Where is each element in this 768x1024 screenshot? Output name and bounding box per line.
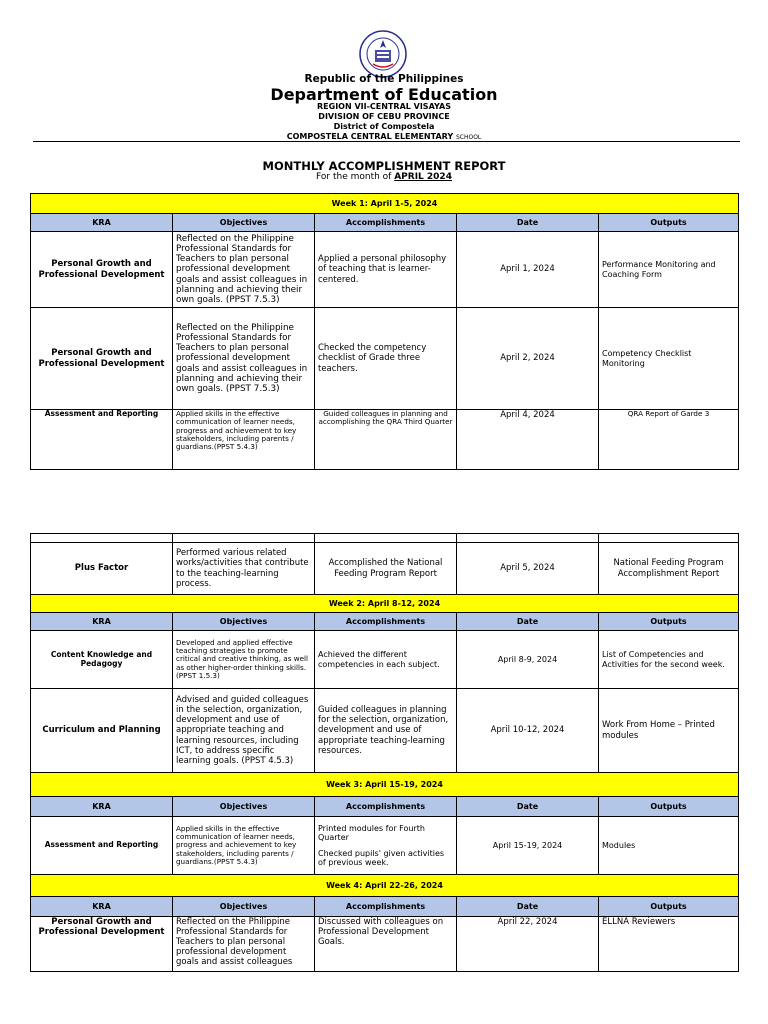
objectives-cell: Advised and guided colleagues in the selection, organization, development and use of appropriate teaching and learning resources, including ICT, to address specific learning goals. (PPST 4.5.3): [173, 689, 315, 773]
col-date: Date: [457, 613, 599, 631]
objectives-cell: Applied skills in the effective communication of learner needs, progress and achievement to key stakeholders, including parents / guardians.(PPST 5.4.3): [173, 817, 315, 875]
outputs-cell: Work From Home – Printed modules: [599, 689, 739, 773]
kra-cell: Assessment and Reporting: [31, 817, 173, 875]
col-accomplishments: Accomplishments: [315, 613, 457, 631]
col-date: Date: [457, 214, 599, 232]
week-3-header: [31, 773, 739, 797]
department-heading: Department of Education: [270, 85, 498, 104]
col-outputs: Outputs: [599, 797, 739, 817]
outputs-cell: List of Competencies and Activities for the second week.: [599, 631, 739, 689]
kra-cell: Content Knowledge and Pedagogy: [31, 631, 173, 689]
accomplishments-cell: Discussed with colleagues on Professional Development Goals.: [315, 917, 457, 972]
month-prefix: For the month of: [316, 172, 395, 182]
objectives-cell: Applied skills in the effective communication of learner needs, progress and achievement to key stakeholders, including parents / guardians.(PPST 5.4.3): [173, 410, 315, 470]
date-cell: April 5, 2024: [457, 543, 599, 595]
col-outputs: Outputs: [599, 897, 739, 917]
school-suffix: SCHOOL: [455, 134, 482, 141]
week-title: Week 3: April 15-19, 2024: [31, 773, 739, 797]
objectives-cell: Performed various related works/activities that contribute to the teaching-learning process.: [173, 543, 315, 595]
column-header-row: [31, 214, 739, 232]
accomplishments-cell: Guided colleagues in planning and accomplishing the QRA Third Quarter: [315, 410, 457, 470]
accomplishments-cell: Achieved the different competencies in each subject.: [315, 631, 457, 689]
outputs-cell: National Feeding Program Accomplishment Report: [599, 543, 739, 595]
deped-seal-icon: [359, 30, 407, 78]
district-heading: District of Compostela: [333, 122, 435, 131]
division-heading: DIVISION OF CEBU PROVINCE: [318, 112, 450, 121]
date-cell: April 2, 2024: [457, 308, 599, 410]
col-accomplishments: Accomplishments: [315, 214, 457, 232]
date-cell: April 4, 2024: [457, 410, 599, 470]
report-month: APRIL 2024: [394, 172, 452, 182]
kra-cell: Assessment and Reporting: [31, 410, 173, 470]
outputs-cell: Modules: [599, 817, 739, 875]
col-outputs: Outputs: [599, 214, 739, 232]
accomplishments-cell: [315, 817, 457, 875]
table-row: [31, 232, 739, 308]
col-objectives: Objectives: [173, 613, 315, 631]
empty-row: [31, 534, 739, 543]
date-cell: April 10-12, 2024: [457, 689, 599, 773]
objectives-cell: Reflected on the Philippine Professional Standards for Teachers to plan personal professional development goals and assist colleagues: [173, 917, 315, 972]
kra-cell: Personal Growth and Professional Development: [31, 308, 173, 410]
col-kra: KRA: [31, 613, 173, 631]
col-objectives: Objectives: [173, 797, 315, 817]
outputs-cell: Performance Monitoring and Coaching Form: [599, 232, 739, 308]
week-4-header: [31, 875, 739, 897]
col-objectives: Objectives: [173, 897, 315, 917]
col-date: Date: [457, 797, 599, 817]
report-table-part-1: [30, 193, 739, 470]
week-1-header: [31, 194, 739, 214]
table-row: [31, 410, 739, 470]
col-outputs: Outputs: [599, 613, 739, 631]
table-row: [31, 917, 739, 972]
report-month-line: [0, 172, 768, 182]
week-title: Week 4: April 22-26, 2024: [31, 875, 739, 897]
col-accomplishments: Accomplishments: [315, 897, 457, 917]
table-row: [31, 689, 739, 773]
outputs-cell: ELLNA Reviewers: [599, 917, 739, 972]
kra-cell: Curriculum and Planning: [31, 689, 173, 773]
objectives-cell: Reflected on the Philippine Professional Standards for Teachers to plan personal professional development goals and assist colleagues in planning and achieving their own goals. (PPST 7.5.3): [173, 308, 315, 410]
objectives-cell: Reflected on the Philippine Professional Standards for Teachers to plan personal professional development goals and assist colleagues in planning and achieving their own goals. (PPST 7.5.3): [173, 232, 315, 308]
col-kra: KRA: [31, 897, 173, 917]
date-cell: April 1, 2024: [457, 232, 599, 308]
date-cell: April 15-19, 2024: [457, 817, 599, 875]
table-row: [31, 631, 739, 689]
date-cell: April 22, 2024: [457, 917, 599, 972]
objectives-cell: Developed and applied effective teaching strategies to promote critical and creative thinking, as well as other higher-order thinking skills. (PPST 1.5.3): [173, 631, 315, 689]
table-row: [31, 817, 739, 875]
col-date: Date: [457, 897, 599, 917]
header-divider: [33, 141, 740, 142]
column-header-row: [31, 797, 739, 817]
col-kra: KRA: [31, 214, 173, 232]
kra-cell: Plus Factor: [31, 543, 173, 595]
outputs-cell: Competency Checklist Monitoring: [599, 308, 739, 410]
week-2-header: [31, 595, 739, 613]
week-title: Week 1: April 1-5, 2024: [31, 194, 739, 214]
date-cell: April 8-9, 2024: [457, 631, 599, 689]
outputs-cell: QRA Report of Garde 3: [599, 410, 739, 470]
school-heading: [0, 132, 768, 141]
table-row: [31, 543, 739, 595]
accomplishments-cell: Applied a personal philosophy of teaching that is learner-centered.: [315, 232, 457, 308]
kra-cell: Personal Growth and Professional Development: [31, 232, 173, 308]
col-accomplishments: Accomplishments: [315, 797, 457, 817]
report-table-part-2: [30, 533, 739, 972]
republic-heading: Republic of the Philippines: [304, 73, 464, 85]
accomplishments-cell: Guided colleagues in planning for the selection, organization, development and use of appropriate teaching-learning resources.: [315, 689, 457, 773]
week-title: Week 2: April 8-12, 2024: [31, 595, 739, 613]
column-header-row: [31, 613, 739, 631]
col-kra: KRA: [31, 797, 173, 817]
accomplishment-line: Printed modules for Fourth Quarter: [318, 824, 425, 843]
accomplishments-cell: Checked the competency checklist of Grade three teachers.: [315, 308, 457, 410]
report-title: MONTHLY ACCOMPLISHMENT REPORT: [262, 159, 506, 173]
column-header-row: [31, 897, 739, 917]
region-heading: REGION VII-CENTRAL VISAYAS: [317, 102, 451, 111]
accomplishment-line: Checked pupils' given activities of previous week.: [318, 848, 445, 867]
accomplishments-cell: Accomplished the National Feeding Program Report: [315, 543, 457, 595]
col-objectives: Objectives: [173, 214, 315, 232]
table-row: [31, 308, 739, 410]
school-name: COMPOSTELA CENTRAL ELEMENTARY: [286, 132, 454, 141]
kra-cell: Personal Growth and Professional Development: [31, 917, 173, 972]
